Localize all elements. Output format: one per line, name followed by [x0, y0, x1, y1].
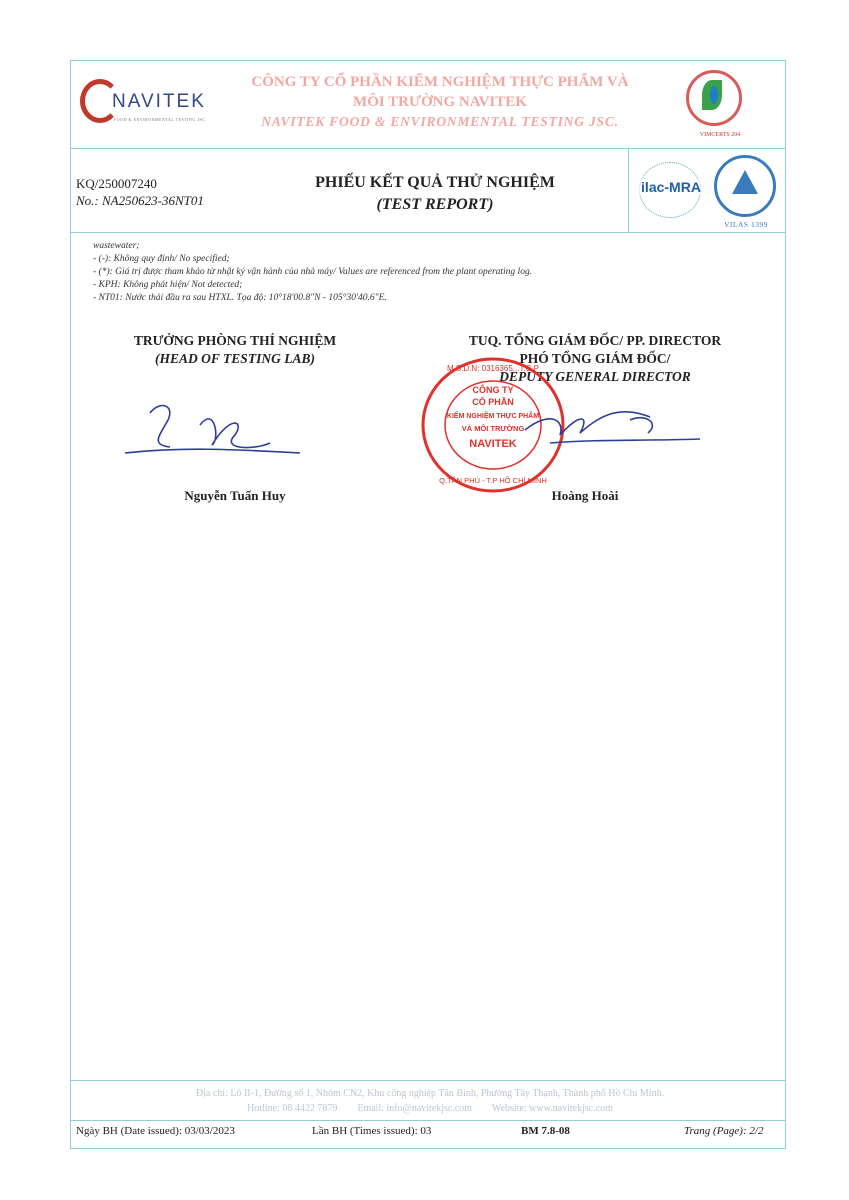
- seal-line3: KIỂM NGHIỆM THỰC PHẨM: [446, 413, 540, 420]
- director-title-line3: DEPUTY GENERAL DIRECTOR: [499, 369, 691, 384]
- kq-number: KQ/250007240: [76, 176, 157, 191]
- head-lab-title-en: (HEAD OF TESTING LAB): [155, 351, 315, 366]
- director-name: Hoàng Hoài: [551, 488, 619, 503]
- note-line: wastewater;: [93, 241, 140, 251]
- date-issued: Ngày BH (Date issued): 03/03/2023: [76, 1125, 235, 1137]
- footer-address: Địa chỉ: Lô II-1, Đường số 1, Nhóm CN2, Khu công nghiệp Tân Bình, Phường Tây Thạnh, Thành phố Hồ Chí Minh.: [195, 1088, 665, 1099]
- no-number: No.: NA250623-36NT01: [76, 193, 204, 208]
- note-line: - (*): Giá trị được tham khảo từ nhật ký vận hành của nhà máy/ Values are referenced from the plant operating log.: [93, 267, 533, 277]
- note-line: - KPH: Không phát hiện/ Not detected;: [93, 280, 243, 290]
- footer-hotline: Hotline: 08 4422 7879: [247, 1103, 338, 1114]
- company-vn-line1: CÔNG TY CỔ PHẦN KIỂM NGHIỆM THỰC PHẨM VÀ: [251, 74, 629, 90]
- boa-logo: [710, 155, 782, 229]
- vimcerts-caption: VIMCERTS 204: [699, 132, 741, 138]
- seal-line2: CỔ PHẦN: [472, 397, 514, 407]
- company-vn-line2: MÔI TRƯỜNG NAVITEK: [353, 94, 527, 110]
- director-title-line1: TUQ. TỔNG GIÁM ĐỐC/ PP. DIRECTOR: [468, 333, 722, 348]
- director-title-line2: PHÓ TỔNG GIÁM ĐỐC/: [519, 351, 671, 366]
- vilas-number: VILAS 1399: [724, 220, 768, 229]
- notes: [93, 240, 532, 305]
- ilac-mra-logo: [637, 160, 705, 220]
- seal-ring-top: M.S.D.N: 0316365...T.C.P: [446, 364, 540, 373]
- signature-block-left: [90, 332, 380, 368]
- footer-contact: [100, 1086, 760, 1116]
- seal-line5: NAVITEK: [469, 438, 517, 450]
- seal-line1: CÔNG TY: [472, 385, 514, 395]
- times-issued: Lần BH (Times issued): 03: [312, 1125, 432, 1137]
- footer-website: Website: www.navitekjsc.com: [491, 1103, 613, 1114]
- title-en: (TEST REPORT): [376, 196, 494, 213]
- seal-ring-bottom: Q.TÂN PHÚ - T.P HỒ CHÍ MINH: [439, 476, 547, 485]
- note-line: - (-): Không quy định/ No specified;: [93, 254, 230, 264]
- report-numbers: [76, 175, 204, 209]
- accreditation-divider: [628, 148, 629, 232]
- vimcerts-logo: [680, 68, 760, 148]
- signature-right-image: [520, 395, 710, 455]
- page-number: Trang (Page): 2/2: [684, 1125, 764, 1137]
- seal-line4: VÀ MÔI TRƯỜNG: [461, 424, 525, 433]
- note-line: - NT01: Nước thải đầu ra sau HTXL. Tọa độ: 10°18'00.8"N - 105°30'40.6"E.: [93, 293, 387, 303]
- logo-tagline: FOOD & ENVIRONMENTAL TESTING JSC.: [114, 117, 207, 122]
- page-frame: [70, 60, 786, 1149]
- boa-triangle-icon: [732, 170, 758, 194]
- footer-contact-line: [100, 1101, 760, 1116]
- form-code: BM 7.8-08: [521, 1125, 570, 1137]
- footer-email: Email: info@navitekjsc.com: [357, 1103, 473, 1114]
- signature-left-image: [120, 395, 310, 470]
- title-vn: PHIẾU KẾT QUẢ THỬ NGHIỆM: [315, 174, 555, 191]
- footer-divider-2: [70, 1120, 785, 1121]
- ilac-text: ilac-MRA: [637, 179, 705, 195]
- report-title: [250, 172, 620, 216]
- water-drop-icon: [710, 86, 718, 104]
- navitek-logo: [78, 75, 228, 135]
- header-divider: [70, 148, 785, 149]
- company-name: [230, 72, 650, 132]
- footer-divider: [70, 1080, 785, 1081]
- head-lab-title-vn: TRƯỞNG PHÒNG THÍ NGHIỆM: [133, 333, 337, 348]
- title-divider: [70, 232, 785, 233]
- company-en: NAVITEK FOOD & ENVIRONMENTAL TESTING JSC.: [261, 114, 619, 129]
- logo-word: NAVITEK: [112, 91, 206, 112]
- head-lab-name: Nguyễn Tuấn Huy: [184, 488, 286, 503]
